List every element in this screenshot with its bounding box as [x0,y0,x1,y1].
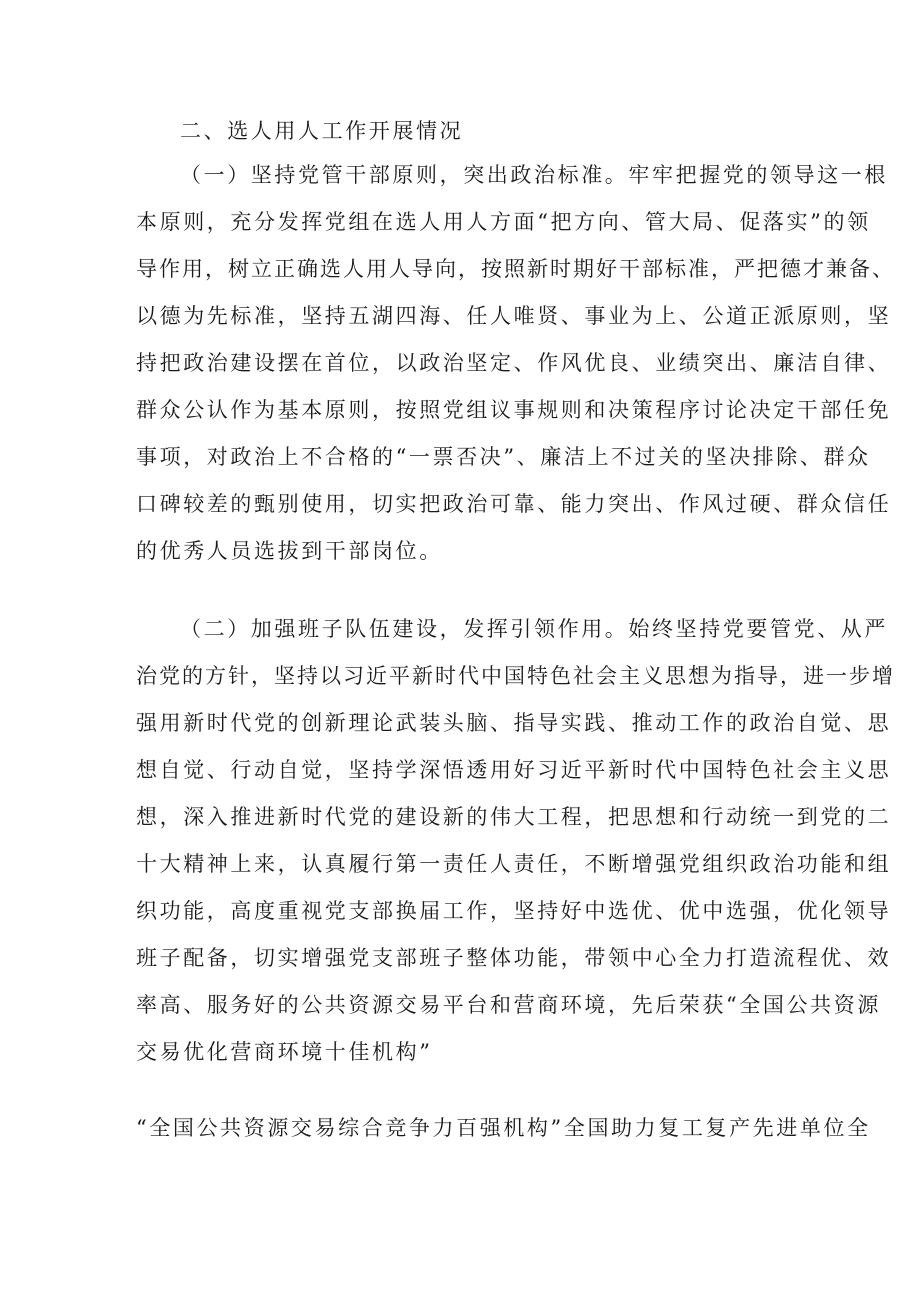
paragraph-2-line: 织功能，高度重视党支部换届工作，坚持好中选优、优中选强，优化领导 [136,899,892,923]
paragraph-1-line: 以德为先标准，坚持五湖四海、任人唯贤、事业为上、公道正派原则，坚 [136,304,892,328]
paragraph-2-line: 治党的方针，坚持以习近平新时代中国特色社会主义思想为指导，进一步增 [136,664,895,688]
paragraph-2-line: 班子配备，切实增强党支部班子整体功能，带领中心全力打造流程优、效 [136,946,892,970]
paragraph-2-line: 十大精神上来，认真履行第一责任人责任，不断增强党组织政治功能和组 [136,852,892,876]
paragraph-3-line: “全国公共资源交易综合竞争力百强机构”全国助力复工复产先进单位全 [136,1116,871,1140]
paragraph-1-line: 群众公认作为基本原则，按照党组议事规则和决策程序讨论决定干部任免 [136,398,892,422]
paragraph-2-line: 交易优化营商环境十佳机构” [136,1040,433,1064]
paragraph-1-line: 事项，对政治上不合格的“一票否决”、廉洁上不过关的坚决排除、群众 [136,445,871,469]
paragraph-1-line: 的优秀人员选拔到干部岗位。 [136,539,443,563]
paragraph-1-line: （一）坚持党管干部原则，突出政治标准。牢牢把握党的领导这一根 [180,163,888,187]
paragraph-2-line: 想，深入推进新时代党的建设新的伟大工程，把思想和行动统一到党的二 [136,805,892,829]
paragraph-2-line: （二）加强班子队伍建设，发挥引领作用。始终坚持党要管党、从严 [180,617,888,641]
paragraph-1-line: 口碑较差的甄别使用，切实把政治可靠、能力突出、作风过硬、群众信任 [136,492,892,516]
paragraph-2-line: 率高、服务好的公共资源交易平台和营商环境，先后荣获“全国公共资源 [136,993,881,1017]
paragraph-2-line: 强用新时代党的创新理论武装头脑、指导实践、推动工作的政治自觉、思 [136,711,892,735]
paragraph-1-line: 导作用，树立正确选人用人导向，按照新时期好干部标准，严把德才兼备、 [136,257,895,281]
paragraph-1-line: 本原则，充分发挥党组在选人用人方面“把方向、管大局、促落实”的领 [136,210,871,234]
paragraph-1-line: 持把政治建设摆在首位，以政治坚定、作风优良、业绩突出、廉洁自律、 [136,351,892,375]
paragraph-2-line: 想自觉、行动自觉，坚持学深悟透用好习近平新时代中国特色社会主义思 [136,758,892,782]
section-heading: 二、选人用人工作开展情况 [180,119,464,143]
